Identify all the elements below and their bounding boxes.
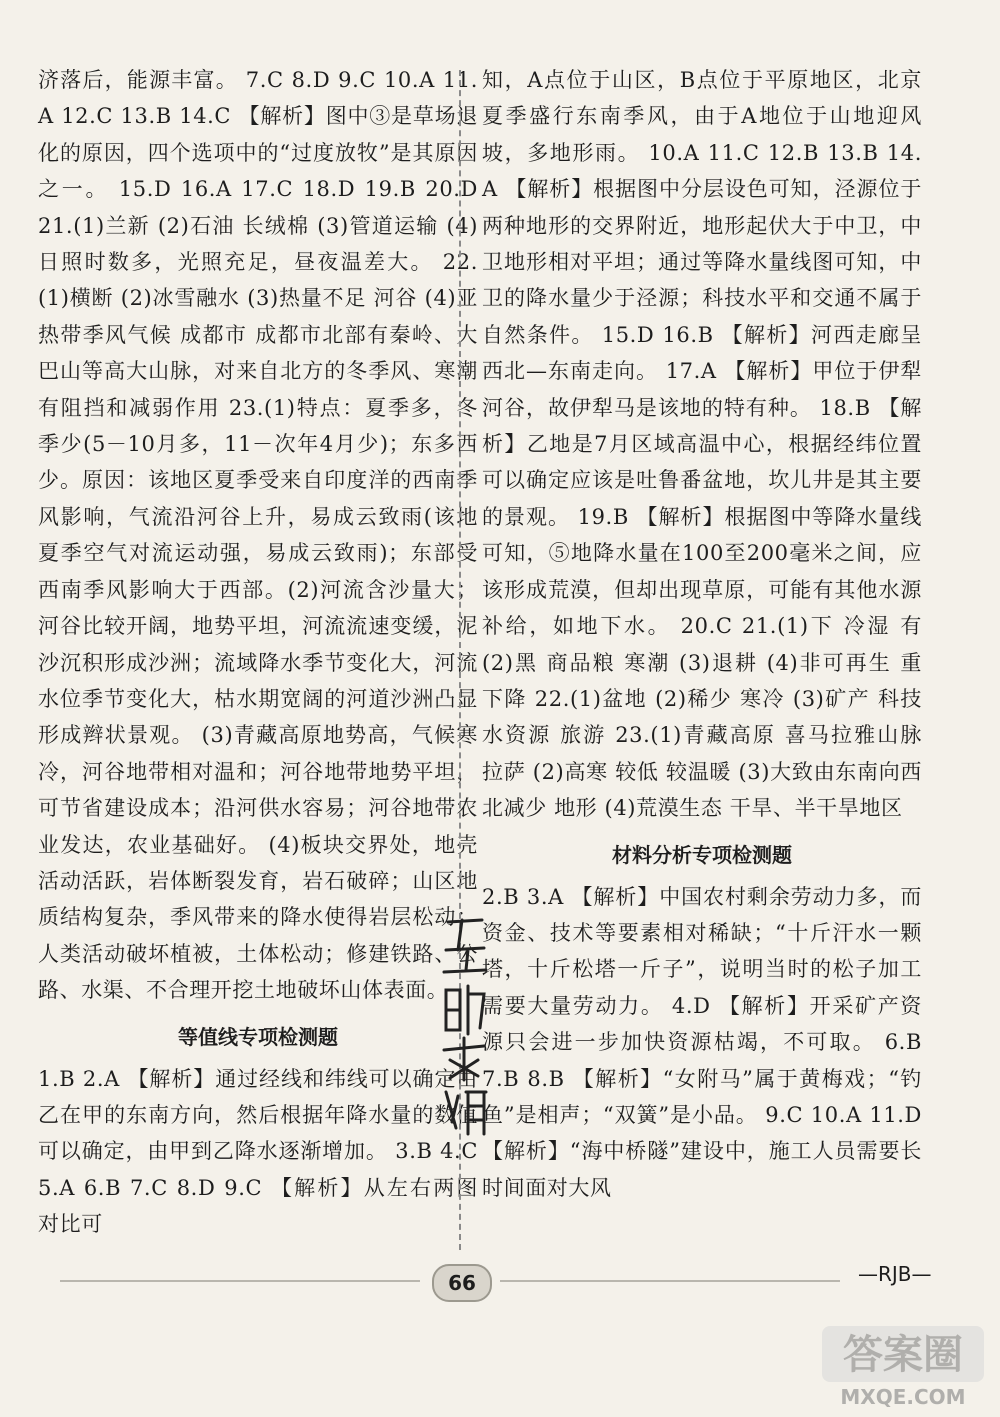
footer-rule-right bbox=[500, 1280, 840, 1282]
footer-rule-left bbox=[60, 1280, 420, 1282]
page-number: 66 bbox=[432, 1264, 492, 1302]
edition-label: —RJB— bbox=[858, 1262, 932, 1286]
left-column bbox=[38, 62, 478, 1243]
right-answers-paragraph: 知，A点位于山区，B点位于平原地区，北京夏季盛行东南季风，由于A地位于山地迎风坡，多地形雨。 10.A 11.C 12.B 13.B 14.A 【解析】根据图中分层设色可知，泾源位于两种地形的交界附近，地形起伏大于中卫，中卫地形相对平坦；通过等降水量线图可知，中卫的降水量少于泾源；科技水平和交通不属于自然条件。 15.D 16.B 【解析】河西走廊呈西北—东南走向。 17.A 【解析】甲位于伊犁河谷，故伊犁马是该地的特有种。 18.B 【解析】乙地是7月区域高温中心，根据经纬位置可以确定应该是吐鲁番盆地，坎儿井是其主要的景观。 19.B 【解析】根据图中等降水量线可知，⑤地降水量在100至200毫米之间，应该形成荒漠，但却出现草原，可能有其他水源补给，如地下水。 20.C 21.(1)下 冷湿 有 (2)黑 商品粮 寒潮 (3)退耕 (4)非可再生 重 下降 22.(1)盆地 (2)稀少 寒冷 (3)矿产 科技 水资源 旅游 23.(1)青藏高原 喜马拉雅山脉 拉萨 (2)高寒 较低 较温暖 (3)大致由东南向西北减少 地形 (4)荒漠生态 干旱、半干旱地区 bbox=[482, 68, 922, 821]
svg-text:MXQE.COM: MXQE.COM bbox=[840, 1385, 966, 1409]
watermark-logo bbox=[818, 1322, 988, 1410]
handwritten-annotation bbox=[438, 910, 494, 1140]
left-answers-paragraph: 济落后，能源丰富。 7.C 8.D 9.C 10.A 11.A 12.C 13.B 14.C 【解析】图中③是草场退化的原因，四个选项中的“过度放牧”是其原因之一。 15.D 16.A 17.C 18.D 19.B 20.D 21.(1)兰新 (2)石油 长绒棉 (3)管道运输 (4)日照时数多，光照充足，昼夜温差大。 22.(1)横断 (2)冰雪融水 (3)热量不足 河谷 (4)亚热带季风气候 成都市 成都市北部有秦岭、大巴山等高大山脉，对来自北方的冬季风、寒潮有阻挡和减弱作用 23.(1)特点：夏季多，冬季少(5－10月多，11－次年4月少)；东多西少。原因：该地区夏季受来自印度洋的西南季风影响，气流沿河谷上升，易成云致雨(该地夏季空气对流运动强，易成云致雨)；东部受西南季风影响大于西部。(2)河流含沙量大；河谷比较开阔，地势平坦，河流流速变缓，泥沙沉积形成沙洲；流域降水季节变化大，河流水位季节变化大，枯水期宽阔的河道沙洲凸显形成辫状景观。 (3)青藏高原地势高，气候寒冷，河谷地带相对温和；河谷地带地势平坦，可节省建设成本；沿河供水容易；河谷地带农业发达，农业基础好。 (4)板块交界处，地壳活动活跃，岩体断裂发育，岩石破碎；山区地质结构复杂，季风带来的降水使得岩层松动；人类活动破坏植被，土体松动；修建铁路、公路、水渠、不合理开挖土地破坏山体表面。 bbox=[38, 68, 478, 1003]
material-answers-paragraph: 2.B 3.A 【解析】中国农村剩余劳动力多，而资金、技术等要素相对稀缺；“十斤汗水一颗塔，十斤松塔一斤子”，说明当时的松子加工需要大量劳动力。 4.D 【解析】开采矿产资源只会进一步加快资源枯竭，不可取。 6.B 7.B 8.B 【解析】“女附马”属于黄梅戏；“钓鱼”是相声；“双簧”是小品。 9.C 10.A 11.D 【解析】“海中桥隧”建设中，施工人员需要长时间面对大风 bbox=[482, 884, 922, 1200]
right-column bbox=[482, 62, 922, 1206]
section-title-material: 材料分析专项检测题 bbox=[612, 842, 792, 867]
contour-answers-paragraph: 1.B 2.A 【解析】通过经线和纬线可以确定由乙在甲的东南方向，然后根据年降水量的数值可以确定，由甲到乙降水逐渐增加。 3.B 4.C 5.A 6.B 7.C 8.D 9.C 【解析】从左右两图对比可 bbox=[38, 1066, 478, 1237]
section-title-contour: 等值线专项检测题 bbox=[178, 1024, 338, 1049]
svg-text:答案圈: 答案圈 bbox=[843, 1332, 963, 1378]
